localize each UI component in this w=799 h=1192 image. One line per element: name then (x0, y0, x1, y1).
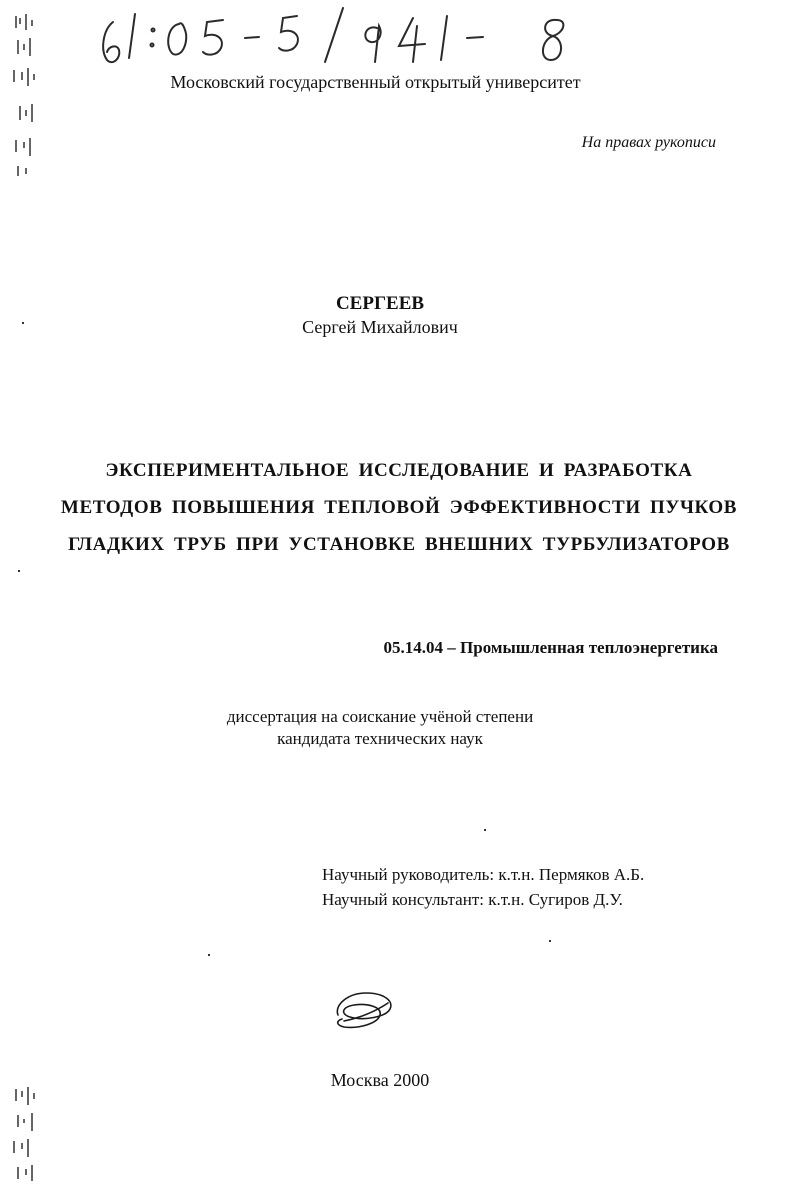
scan-speck (484, 829, 486, 831)
degree-line: кандидата технических наук (277, 729, 483, 748)
author-surname: СЕРГЕЕВ (335, 293, 425, 314)
scan-speck (208, 954, 210, 956)
title-line: ГЛАДКИХ ТРУБ ПРИ УСТАНОВКЕ ВНЕШНИХ ТУРБУЛИЗАТОРОВ (68, 534, 730, 555)
degree-statement (150, 706, 610, 750)
author-given-names: Сергей Михайлович (302, 317, 458, 337)
city-and-year: Москва 2000 (330, 1070, 430, 1090)
university-name: Московский государственный открытый университет (170, 72, 581, 92)
advisors-block (322, 862, 762, 912)
scientific-supervisor: Научный руководитель: к.т.н. Пермяков А.Б. (322, 865, 645, 884)
library-stamp-marks-top (6, 10, 56, 180)
library-stamp-marks-bottom (6, 1085, 56, 1185)
handwritten-library-code (95, 0, 595, 75)
rights-notice: На правах рукописи (581, 134, 716, 151)
title-line: МЕТОДОВ ПОВЫШЕНИЯ ТЕПЛОВОЙ ЭФФЕКТИВНОСТИ ПУЧКОВ (60, 497, 738, 518)
scan-speck (549, 940, 551, 942)
scientific-consultant: Научный консультант: к.т.н. Сугиров Д.У. (322, 890, 623, 909)
scan-speck (18, 570, 20, 572)
specialty-code: 05.14.04 – Промышленная теплоэнергетика (383, 638, 718, 657)
degree-line: диссертация на соискание учёной степени (226, 707, 534, 726)
dissertation-title (38, 452, 760, 563)
title-line: ЭКСПЕРИМЕНТАЛЬНОЕ ИССЛЕДОВАНИЕ И РАЗРАБОТКА (105, 460, 693, 481)
author-signature (330, 985, 400, 1035)
